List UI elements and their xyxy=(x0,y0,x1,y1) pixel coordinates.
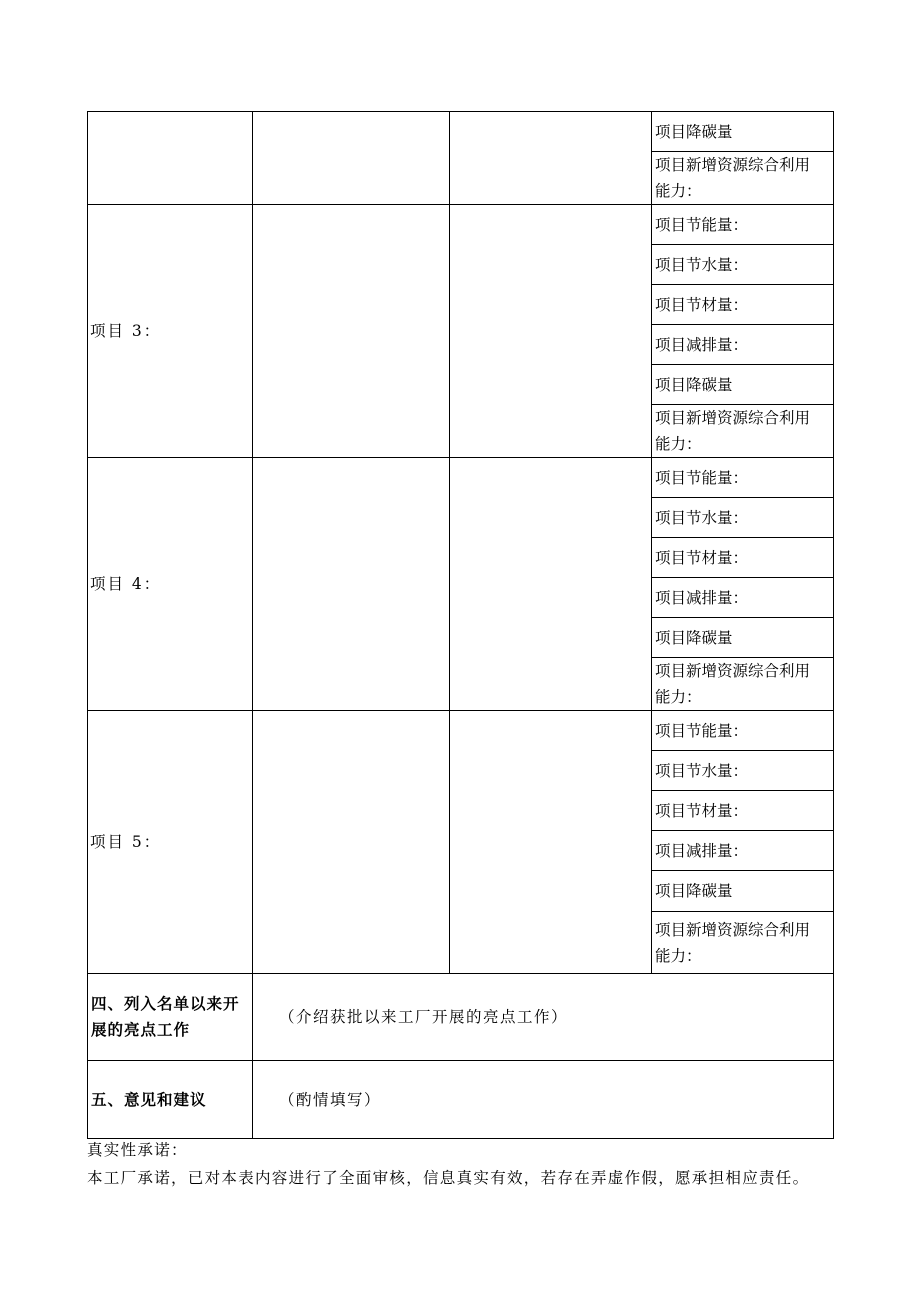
commitment-heading: 真实性承诺： xyxy=(87,1141,188,1159)
project-result-cell[interactable] xyxy=(450,112,652,205)
project-content-cell[interactable] xyxy=(253,112,450,205)
metric-emission: 项目减排量： xyxy=(652,831,834,871)
project-3-label: 项目 3： xyxy=(88,205,253,458)
metric-emission: 项目减排量： xyxy=(652,325,834,365)
project-3-content-cell[interactable] xyxy=(253,205,450,458)
project-form-table xyxy=(87,111,834,1139)
project-4-label: 项目 4： xyxy=(88,458,253,711)
metric-carbon: 项目降碳量 xyxy=(652,871,834,912)
metric-resource: 项目新增资源综合利用 能力： xyxy=(652,658,834,711)
project-5-label: 项目 5： xyxy=(88,711,253,974)
section-5-title: 五、意见和建议 xyxy=(88,1061,253,1139)
project-5-result-cell[interactable] xyxy=(450,711,652,974)
metric-material: 项目节材量： xyxy=(652,285,834,325)
metric-material: 项目节材量： xyxy=(652,538,834,578)
project-4-result-cell[interactable] xyxy=(450,458,652,711)
project-name-cell[interactable] xyxy=(88,112,253,205)
metric-water: 项目节水量： xyxy=(652,245,834,285)
metric-energy: 项目节能量： xyxy=(652,205,834,245)
commitment-block xyxy=(87,1136,809,1192)
metric-water: 项目节水量： xyxy=(652,498,834,538)
section-4-input[interactable]: （介绍获批以来工厂开展的亮点工作） xyxy=(253,974,834,1061)
metric-carbon: 项目降碳量 xyxy=(652,365,834,405)
section-4-title: 四、列入名单以来开 展的亮点工作 xyxy=(88,974,253,1061)
metric-carbon: 项目降碳量 xyxy=(652,112,834,152)
project-4-content-cell[interactable] xyxy=(253,458,450,711)
metric-resource: 项目新增资源综合利用 能力： xyxy=(652,912,834,974)
metric-carbon: 项目降碳量 xyxy=(652,618,834,658)
section-5-input[interactable]: （酌情填写） xyxy=(253,1061,834,1139)
metric-resource: 项目新增资源综合利用 能力： xyxy=(652,405,834,458)
project-5-content-cell[interactable] xyxy=(253,711,450,974)
metric-water: 项目节水量： xyxy=(652,751,834,791)
commitment-text: 本工厂承诺，已对本表内容进行了全面审核，信息真实有效，若存在弄虚作假，愿承担相应责任。 xyxy=(87,1169,810,1187)
metric-emission: 项目减排量： xyxy=(652,578,834,618)
project-3-result-cell[interactable] xyxy=(450,205,652,458)
metric-material: 项目节材量： xyxy=(652,791,834,831)
metric-energy: 项目节能量： xyxy=(652,458,834,498)
metric-energy: 项目节能量： xyxy=(652,711,834,751)
metric-resource: 项目新增资源综合利用 能力： xyxy=(652,152,834,205)
